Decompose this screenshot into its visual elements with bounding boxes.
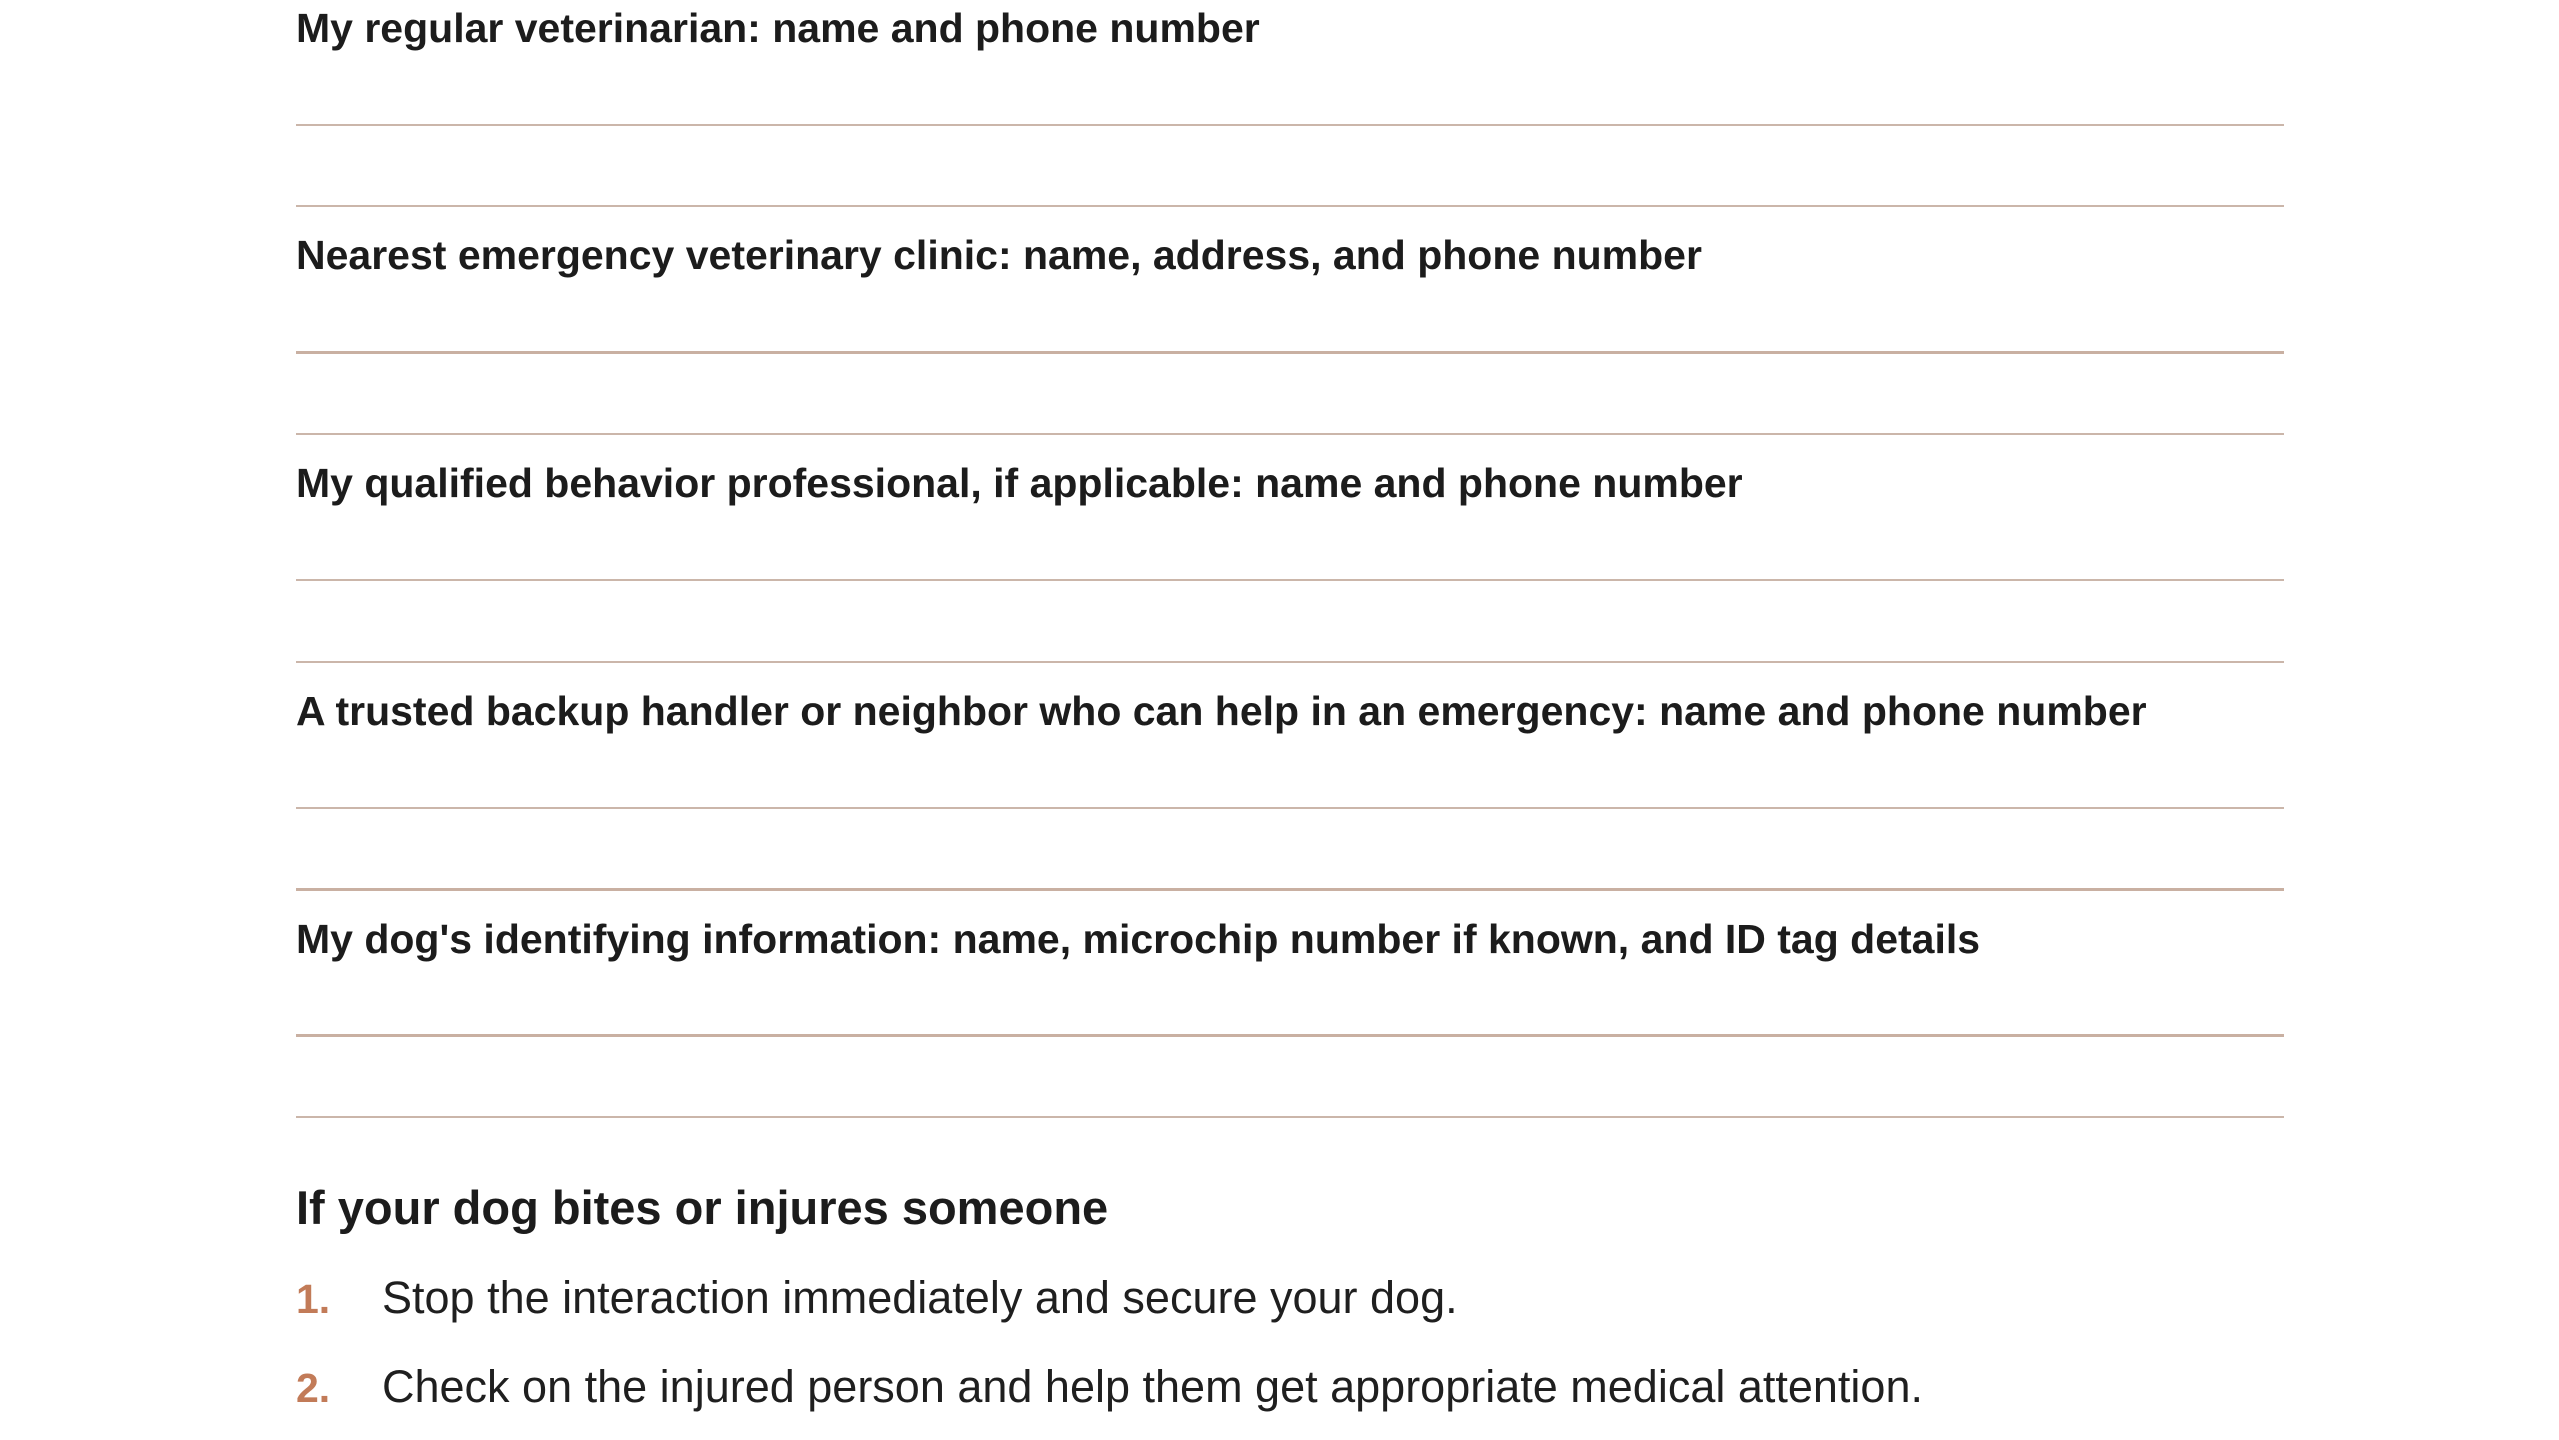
write-line bbox=[296, 888, 2284, 891]
step-number: 1. bbox=[296, 1276, 331, 1322]
step-number: 2. bbox=[296, 1365, 331, 1411]
write-line bbox=[296, 807, 2284, 809]
field-label-dog-identifying-info: My dog's identifying information: name, microchip number if known, and ID tag details bbox=[296, 916, 1981, 962]
list-item bbox=[296, 1268, 1458, 1329]
write-line bbox=[296, 1034, 2284, 1037]
field-label-emergency-clinic: Nearest emergency veterinary clinic: name, address, and phone number bbox=[296, 232, 1702, 278]
field-label-behavior-professional: My qualified behavior professional, if applicable: name and phone number bbox=[296, 460, 1743, 506]
write-line bbox=[296, 579, 2284, 581]
write-line bbox=[296, 433, 2284, 435]
section-heading-bite: If your dog bites or injures someone bbox=[296, 1181, 1109, 1234]
list-item bbox=[296, 1357, 1923, 1418]
write-line bbox=[296, 205, 2284, 207]
field-label-regular-vet: My regular veterinarian: name and phone number bbox=[296, 5, 1260, 51]
field-label-backup-handler: A trusted backup handler or neighbor who can help in an emergency: name and phone number bbox=[296, 688, 2147, 734]
step-text: Stop the interaction immediately and secure your dog. bbox=[382, 1272, 1458, 1323]
write-line bbox=[296, 661, 2284, 663]
write-line bbox=[296, 351, 2284, 354]
step-text: Check on the injured person and help them get appropriate medical attention. bbox=[382, 1361, 1923, 1412]
write-line bbox=[296, 1116, 2284, 1118]
write-line bbox=[296, 124, 2284, 126]
